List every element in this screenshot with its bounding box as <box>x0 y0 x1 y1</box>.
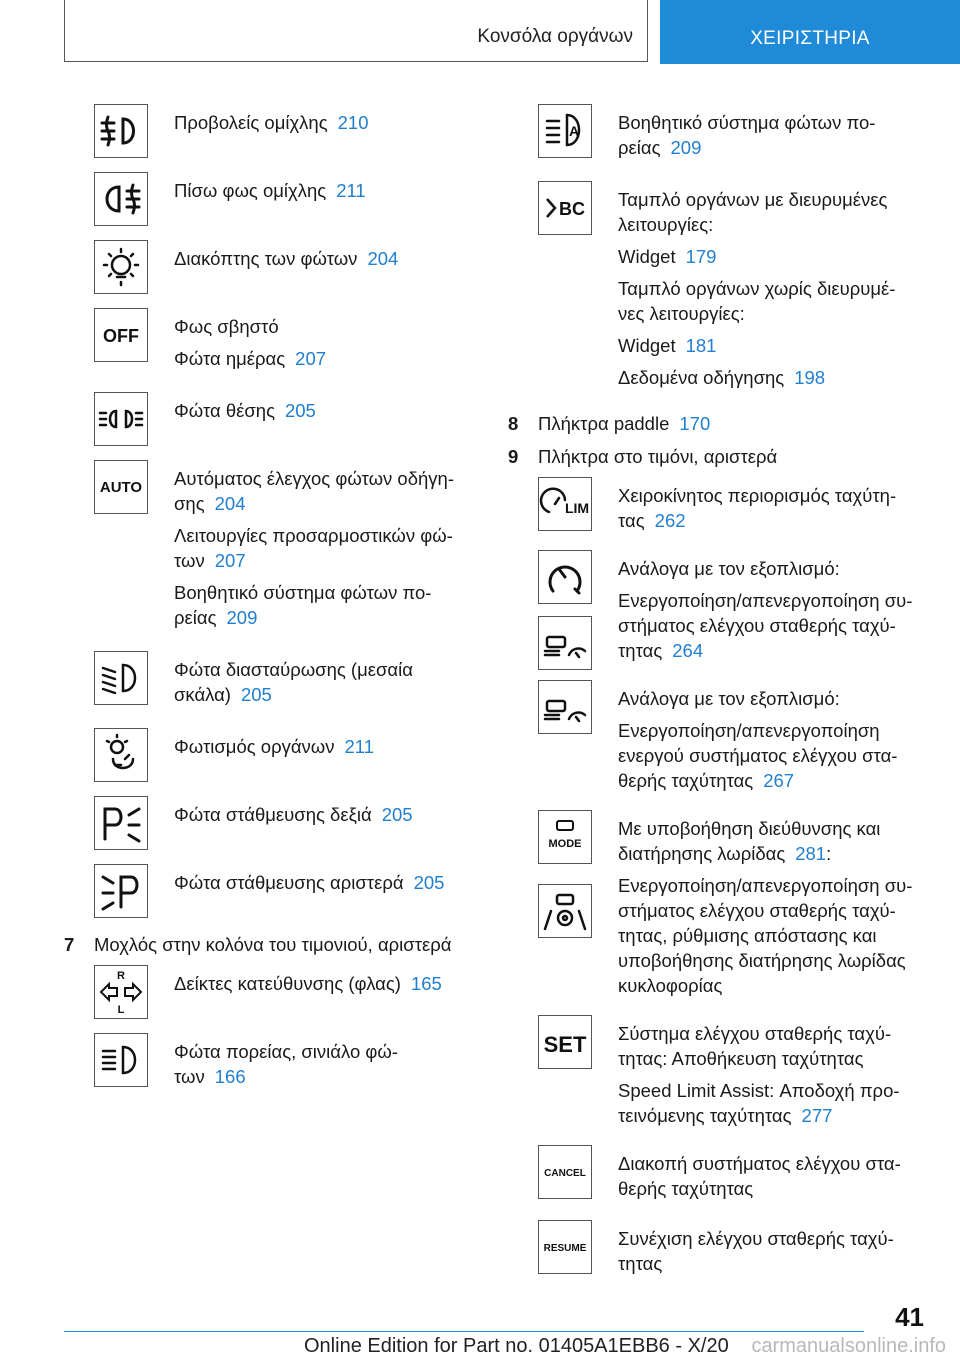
left-column <box>64 104 484 1110</box>
item-label: Πίσω φως ομίχλης <box>174 180 327 201</box>
list-item <box>64 308 484 378</box>
section-tab <box>660 0 960 64</box>
item-label: Δεδομένα οδήγησης <box>618 367 785 388</box>
item-label: Βοηθητικό σύστημα φώτων πο- <box>618 112 876 133</box>
parking-light-right-icon <box>94 796 148 850</box>
page-ref-link[interactable]: 209 <box>670 137 702 158</box>
item-label: διατήρησης λωρίδας <box>618 843 786 864</box>
section-heading <box>508 444 928 469</box>
item-label: των <box>174 550 205 571</box>
list-item <box>64 864 484 918</box>
page-ref-link[interactable]: 210 <box>337 112 369 133</box>
page-ref-link[interactable]: 281 <box>795 843 827 864</box>
item-label: Φώτα στάθμευσης αριστερά <box>174 872 404 893</box>
page-ref-link[interactable]: 205 <box>284 400 316 421</box>
lights-off-icon <box>94 308 148 362</box>
svg-text:OFF: OFF <box>103 326 139 346</box>
item-label: Χειροκίνητος περιορισμός ταχύτη- <box>618 485 897 506</box>
list-item <box>508 1015 928 1135</box>
page-ref-link[interactable]: 277 <box>801 1105 833 1126</box>
svg-text:MODE: MODE <box>548 838 582 850</box>
item-label: νες λειτουργίες: <box>618 303 745 324</box>
svg-text:SET: SET <box>543 1032 587 1057</box>
onboard-computer-icon <box>538 181 592 235</box>
section-heading <box>508 411 928 436</box>
list-item <box>64 965 484 1019</box>
page-ref-link[interactable]: 166 <box>214 1066 246 1087</box>
item-label: ρείας <box>618 137 661 158</box>
item-label: Speed Limit Assist: Αποδοχή προ- <box>618 1080 900 1101</box>
item-label: Βοηθητικό σύστημα φώτων πο- <box>174 582 432 603</box>
list-item <box>508 1145 928 1208</box>
item-label: τητας <box>618 640 663 661</box>
list-item <box>508 680 928 800</box>
item-label: Συνέχιση ελέγχου σταθερής ταχύ- <box>618 1228 894 1249</box>
cancel-button-icon <box>538 1145 592 1199</box>
item-label: τητας <box>618 1253 663 1274</box>
section-number: 9 <box>508 446 519 467</box>
page-ref-link[interactable]: 205 <box>381 804 413 825</box>
svg-text:A: A <box>568 123 580 139</box>
page-ref-link[interactable]: 211 <box>336 180 366 201</box>
item-label: Ταμπλό οργάνων χωρίς διευρυμέ- <box>618 278 896 299</box>
item-label: Ταμπλό οργάνων με διευρυμένες <box>618 189 888 210</box>
chapter-title: Κονσόλα οργάνων <box>477 26 633 47</box>
item-label: λειτουργίες: <box>618 214 714 235</box>
svg-text:LIM: LIM <box>564 500 590 516</box>
list-item <box>508 104 928 167</box>
item-label: τας <box>618 510 645 531</box>
light-switch-bulb-icon <box>94 240 148 294</box>
item-label: ρείας <box>174 607 217 628</box>
distance-control-icon <box>538 680 592 734</box>
item-label: στήματος ελέγχου σταθερής ταχύ- <box>618 900 896 921</box>
item-label: σκάλα) <box>174 684 231 705</box>
item-label: Διακόπτης των φώτων <box>174 248 358 269</box>
item-label: Φώτα στάθμευσης δεξιά <box>174 804 372 825</box>
list-item <box>508 1220 928 1283</box>
steering-assist-mode-icon <box>538 810 592 864</box>
item-label: Αυτόματος έλεγχος φώτων οδήγη- <box>174 468 454 489</box>
chapter-box <box>64 0 648 62</box>
list-item <box>64 1033 484 1096</box>
page-header <box>64 0 960 64</box>
page-ref-link[interactable]: 207 <box>295 348 327 369</box>
page-ref-link[interactable]: 209 <box>226 607 258 628</box>
item-label: των <box>174 1066 205 1087</box>
svg-text:CANCEL: CANCEL <box>544 1168 586 1179</box>
item-label: θερής ταχύτητας <box>618 770 754 791</box>
page-number: 41 <box>895 1302 924 1332</box>
item-label: τητας: Αποθήκευση ταχύτητας <box>618 1048 864 1069</box>
page-ref-link[interactable]: 181 <box>685 335 717 356</box>
parking-light-left-icon <box>94 864 148 918</box>
page-ref-link[interactable]: 267 <box>763 770 795 791</box>
item-label: Φωτισμός οργάνων <box>174 736 335 757</box>
list-item <box>64 104 484 158</box>
item-label: Φως σβηστό <box>174 316 279 337</box>
lane-keeping-assist-icon <box>538 884 592 938</box>
list-item <box>64 796 484 850</box>
list-item <box>508 477 928 540</box>
item-label: Λειτουργίες προσαρμοστικών φώ- <box>174 525 453 546</box>
page-ref-link[interactable]: 211 <box>344 736 374 757</box>
item-label: Φώτα θέσης <box>174 400 275 421</box>
page-ref-link[interactable]: 204 <box>214 493 246 514</box>
list-item <box>508 810 928 1005</box>
section-label: Πλήκτρα paddle <box>538 413 670 434</box>
section-label: Πλήκτρα στο τιμόνι, αριστερά <box>538 446 778 467</box>
item-label: τητας, ρύθμισης απόστασης και <box>618 925 877 946</box>
svg-text:AUTO: AUTO <box>99 479 143 496</box>
item-label: κυκλοφορίας <box>618 975 723 996</box>
page-ref-link[interactable]: 198 <box>794 367 826 388</box>
edition-note: Online Edition for Part no. 01405A1EBB6 - X/20 <box>304 1335 729 1357</box>
set-button-icon <box>538 1015 592 1069</box>
item-label: θερής ταχύτητας <box>618 1178 754 1199</box>
low-beam-icon <box>94 651 148 705</box>
page-ref-link[interactable]: 264 <box>672 640 704 661</box>
page-ref-link[interactable]: 170 <box>679 413 711 434</box>
resume-button-icon <box>538 1220 592 1274</box>
list-item <box>64 460 484 637</box>
item-label: Ανάλογα με τον εξοπλισμό: <box>618 558 840 579</box>
item-label: : <box>826 843 832 864</box>
item-label: σης <box>174 493 205 514</box>
item-label: Φώτα διασταύρωσης (μεσαία <box>174 659 413 680</box>
speed-limiter-icon <box>538 477 592 531</box>
page-ref-link[interactable]: 179 <box>685 246 717 267</box>
section-label: Μοχλός στην κολόνα του τιμονιού, αριστερά <box>94 934 452 955</box>
list-item <box>64 392 484 446</box>
list-item <box>64 172 484 226</box>
item-label: Διακοπή συστήματος ελέγχου στα- <box>618 1153 901 1174</box>
page-ref-link[interactable]: 205 <box>413 872 445 893</box>
list-item <box>508 181 928 397</box>
rear-fog-light-icon <box>94 172 148 226</box>
svg-text:R: R <box>117 970 125 982</box>
list-item <box>64 651 484 714</box>
section-number: 8 <box>508 413 519 434</box>
item-label: Δείκτες κατεύθυνσης (φλας) <box>174 973 401 994</box>
svg-text:L: L <box>117 1004 125 1016</box>
item-label: Φώτα πορείας, σινιάλο φώ- <box>174 1041 398 1062</box>
high-beam-assist-icon <box>538 104 592 158</box>
section-heading <box>64 932 484 957</box>
page-ref-link[interactable]: 165 <box>410 973 442 994</box>
svg-text:BC: BC <box>559 199 585 219</box>
list-item <box>64 240 484 294</box>
watermark: carmanualsonline.info <box>751 1335 946 1357</box>
page-ref-link[interactable]: 262 <box>654 510 686 531</box>
page-ref-link[interactable]: 207 <box>214 550 246 571</box>
item-label: Ενεργοποίηση/απενεργοποίηση συ- <box>618 590 913 611</box>
item-label: Προβολείς ομίχλης <box>174 112 328 133</box>
high-beam-icon <box>94 1033 148 1087</box>
parking-lights-icon <box>94 392 148 446</box>
instrument-lighting-icon <box>94 728 148 782</box>
footer-divider <box>64 1331 864 1332</box>
cruise-control-icon <box>538 550 592 604</box>
item-label: ενεργού συστήματος ελέγχου στα- <box>618 745 898 766</box>
svg-text:RESUME: RESUME <box>543 1243 587 1254</box>
item-label: Φώτα ημέρας <box>174 348 286 369</box>
item-label: Σύστημα ελέγχου σταθερής ταχύ- <box>618 1023 892 1044</box>
item-label: Ανάλογα με τον εξοπλισμό: <box>618 688 840 709</box>
section-number: 7 <box>64 934 75 955</box>
right-column <box>508 104 928 1297</box>
list-item <box>64 728 484 782</box>
item-label: Widget <box>618 335 676 356</box>
item-label: Widget <box>618 246 676 267</box>
page-ref-link[interactable]: 205 <box>240 684 272 705</box>
turn-signal-icon <box>94 965 148 1019</box>
auto-lights-icon <box>94 460 148 514</box>
item-label: Με υποβοήθηση διεύθυνσης και <box>618 818 881 839</box>
front-fog-light-icon <box>94 104 148 158</box>
page-ref-link[interactable]: 204 <box>367 248 399 269</box>
active-cruise-control-icon <box>538 616 592 670</box>
list-item <box>508 550 928 670</box>
item-label: τεινόμενης ταχύτητας <box>618 1105 792 1126</box>
section-title: ΧΕΙΡΙΣΤΗΡΙΑ <box>750 28 870 49</box>
item-label: υποβοήθησης διατήρησης λωρίδας <box>618 950 906 971</box>
item-label: στήματος ελέγχου σταθερής ταχύ- <box>618 615 896 636</box>
item-label: Ενεργοποίηση/απενεργοποίηση συ- <box>618 875 913 896</box>
item-label: Ενεργοποίηση/απενεργοποίηση <box>618 720 880 741</box>
